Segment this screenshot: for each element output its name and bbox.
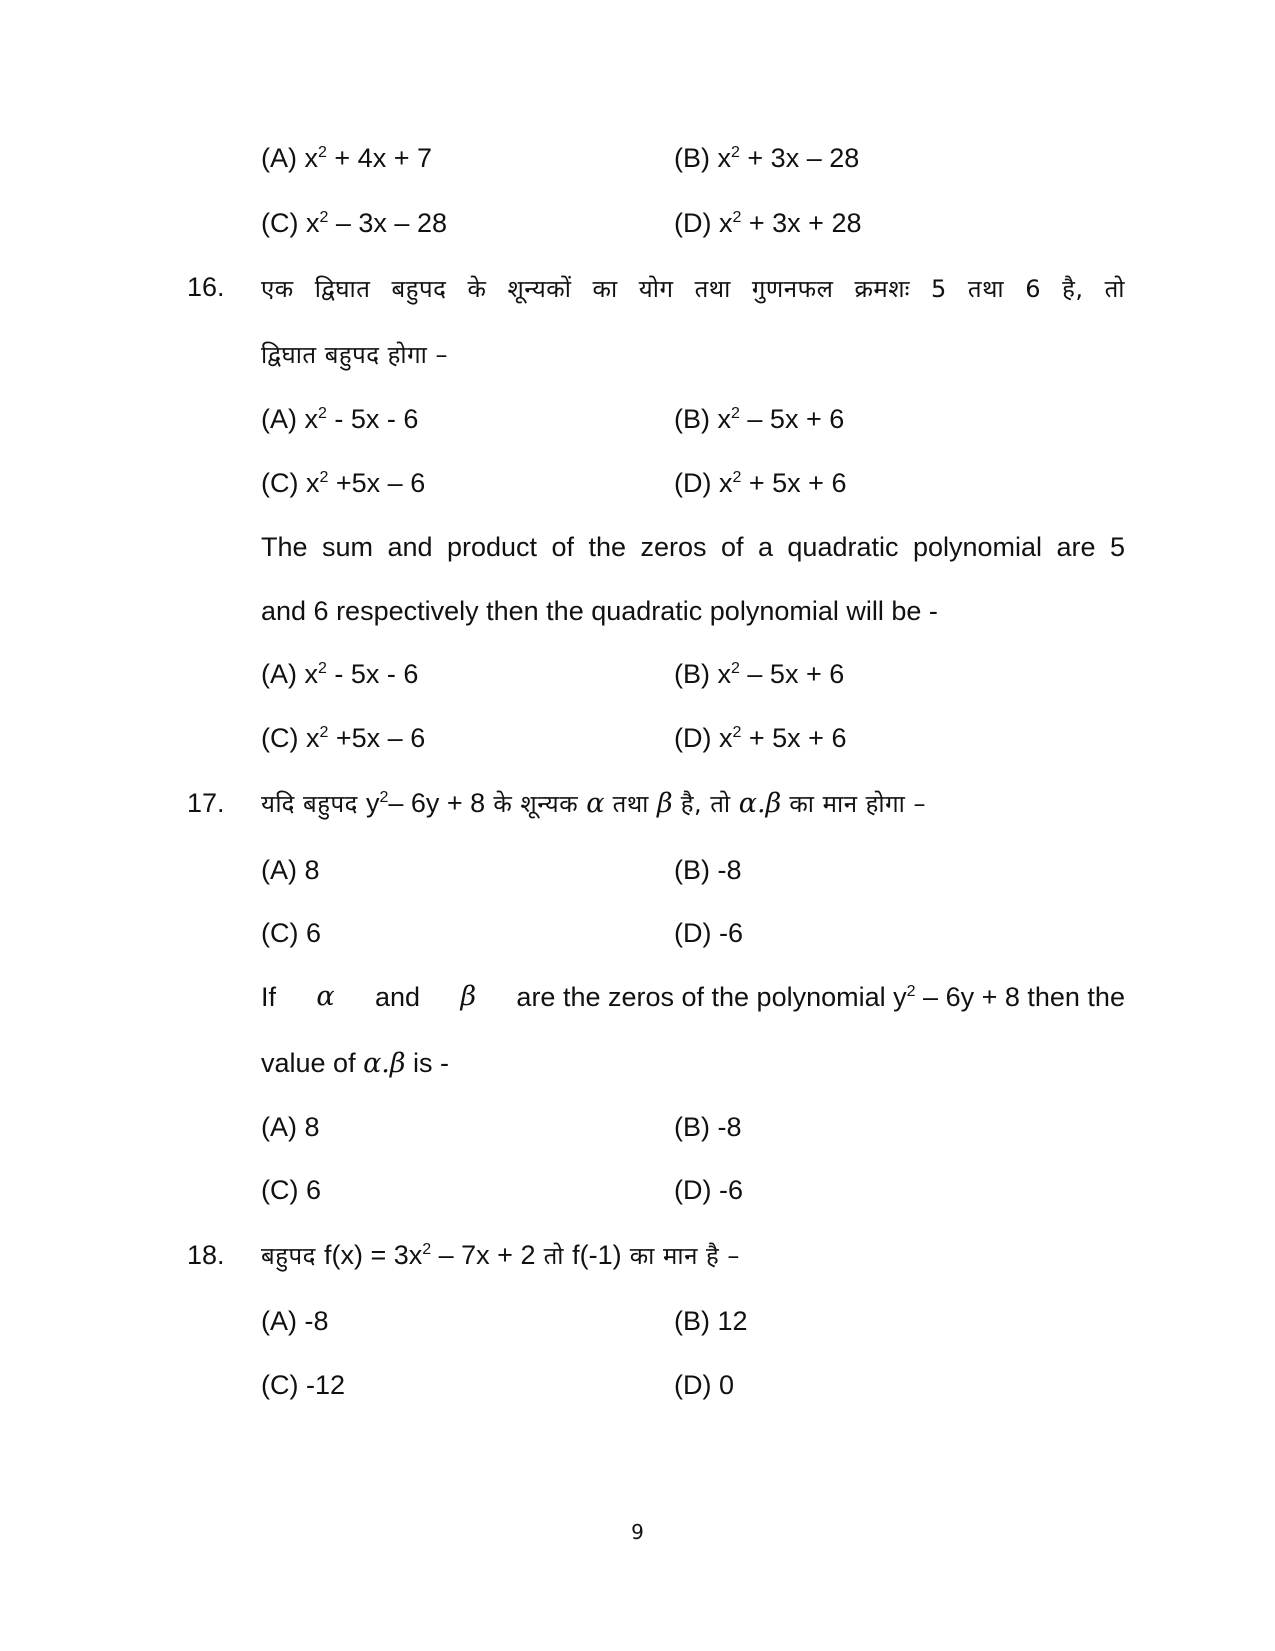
- q18-option-d: (D) 0: [674, 1370, 734, 1400]
- q16-english-option-d: (D) $x^2 + 5x + 6$: [674, 723, 847, 753]
- q16-hindi-option-c: (C) $x^2 +5x - 6$: [261, 468, 426, 498]
- q17-english-line1: If α and β are the zeros of the polynomial $y^2 - 6y + 8$ then the: [261, 981, 1125, 1012]
- q16-english-line1: The sum and product of the zeros of a quadratic polynomial are 5: [261, 532, 1125, 562]
- q16-english-option-c: (C) $x^2 +5x - 6$: [261, 723, 426, 753]
- question-number: 18.: [187, 1240, 225, 1270]
- q18-option-c: (C) -12: [261, 1370, 346, 1400]
- q17-english-line2: value of α.β is -: [261, 1048, 450, 1079]
- q16-english-option-a: (A) $x^2 - 5x - 6$: [261, 659, 419, 689]
- q16-hindi-option-d: (D) $x^2 + 5x + 6$: [674, 468, 847, 498]
- q16-english-line2: and 6 respectively then the quadratic polynomial will be -: [261, 596, 938, 626]
- q15-option-b: (B) $x^2 + 3x - 28$: [674, 143, 860, 173]
- question-number: 16.: [187, 272, 225, 302]
- q17-hindi-option-a: (A) 8: [261, 855, 320, 885]
- q16-hindi-line2: द्विघात बहुपद होगा –: [261, 341, 448, 369]
- q16-english-option-b: (B) $x^2 - 5x + 6$: [674, 659, 845, 689]
- q17-english-option-a: (A) 8: [261, 1112, 320, 1142]
- q17-english-option-d: (D) -6: [674, 1175, 743, 1205]
- q17-hindi-statement: यदि बहुपद $y^2-$ 6y + 8 के शून्यक α तथा β है, तो α.β का मान होगा –: [261, 788, 926, 819]
- q17-hindi-option-b: (B) -8: [674, 855, 742, 885]
- q17-english-option-b: (B) -8: [674, 1112, 742, 1142]
- q16-hindi-option-b: (B) $x^2 - 5x + 6$: [674, 404, 845, 434]
- page-number: 9: [631, 1520, 644, 1544]
- q17-hindi-option-c: (C) 6: [261, 918, 321, 948]
- q16-hindi-option-a: (A) $x^2 - 5x - 6$: [261, 404, 419, 434]
- q16-hindi-line1: एक द्विघात बहुपद के शून्यकों का योग तथा गुणनफल क्रमशः 5 तथा 6 है, तो: [261, 275, 1125, 303]
- q18-option-b: (B) 12: [674, 1306, 748, 1336]
- q18-option-a: (A) -8: [261, 1306, 329, 1336]
- q15-option-d: (D) $x^2 + 3x + 28$: [674, 208, 862, 238]
- q18-statement: बहुपद $f(x) = 3x^2 - 7x + 2$ तो f(-1) का मान है –: [261, 1240, 740, 1270]
- q15-option-c: (C) $x^2 - 3x - 28$: [261, 208, 447, 238]
- question-number: 17.: [187, 788, 225, 818]
- q15-option-a: (A) $x^2 + 4x + 7$: [261, 143, 432, 173]
- q17-english-option-c: (C) 6: [261, 1175, 321, 1205]
- q17-hindi-option-d: (D) -6: [674, 918, 743, 948]
